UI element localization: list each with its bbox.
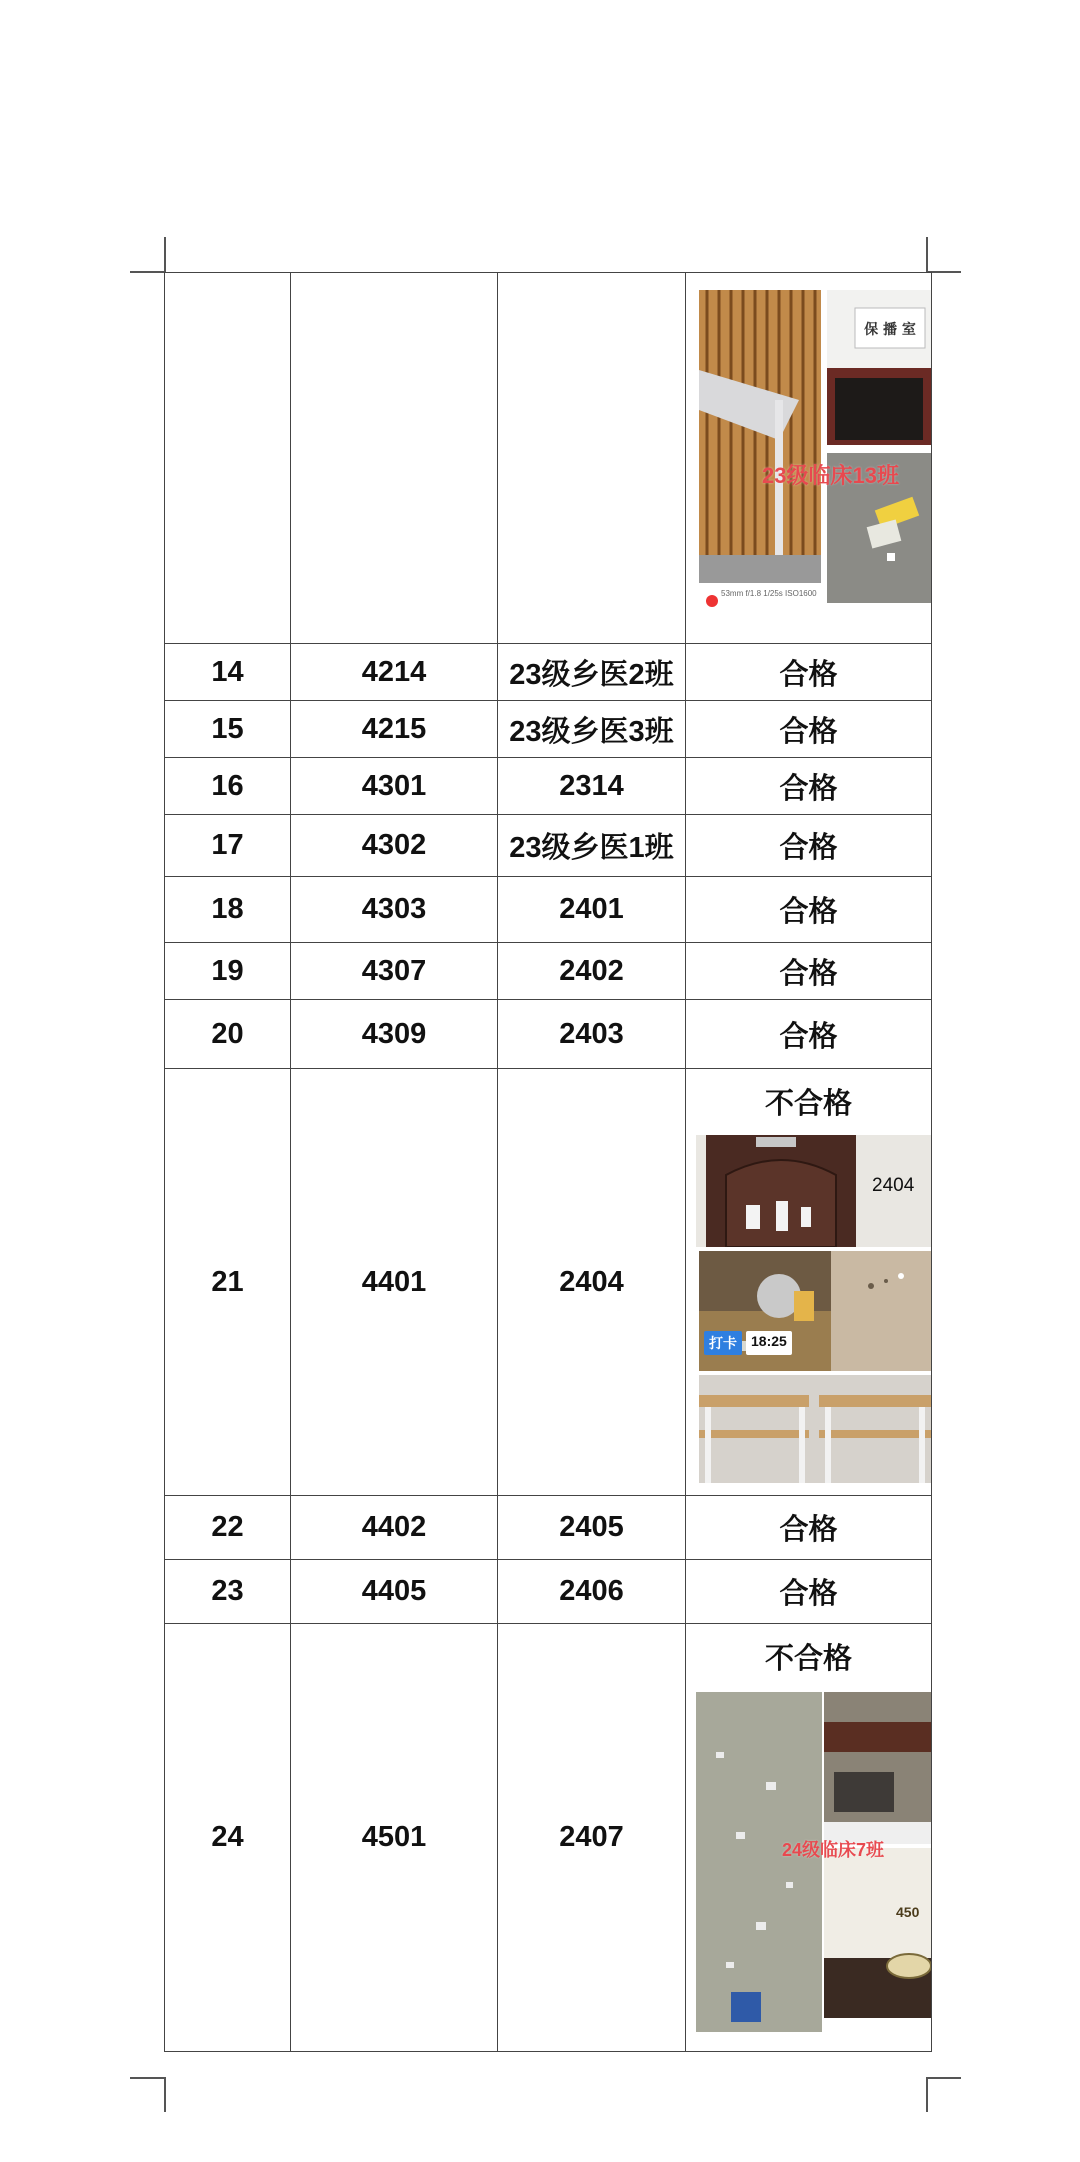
cell-room: 4401 [291, 1069, 498, 1496]
crop-mark-bottom-right-h [927, 2077, 961, 2079]
cell-result: 合格 [686, 877, 932, 943]
table-row [165, 644, 932, 701]
table-row [165, 877, 932, 943]
cell-no: 16 [165, 758, 291, 815]
cell-class: 23级乡医2班 [498, 644, 686, 701]
cell-result: 合格 [686, 943, 932, 1000]
table-row-continued [165, 273, 932, 644]
cell-empty [498, 273, 686, 644]
cell-room: 4301 [291, 758, 498, 815]
checkin-badge [704, 1331, 792, 1355]
crop-mark-top-left-v [164, 237, 166, 272]
photo-meta-text: 53mm f/1.8 1/25s ISO1600 [721, 589, 817, 598]
table-row [165, 1560, 932, 1624]
cell-class: 2407 [498, 1624, 686, 2052]
cell-room: 4307 [291, 943, 498, 1000]
cell-room: 4302 [291, 815, 498, 877]
checkin-badge-time: 18:25 [746, 1331, 792, 1355]
cell-no: 24 [165, 1624, 291, 2052]
photo-dirty-floor [696, 1692, 822, 2032]
checkin-badge-label: 打卡 [704, 1331, 742, 1355]
crop-mark-top-right-v [926, 237, 928, 272]
cell-empty [291, 273, 498, 644]
photo-desk-surface [831, 1251, 931, 1371]
table-row [165, 943, 932, 1000]
cell-no: 15 [165, 701, 291, 758]
cell-room: 4309 [291, 1000, 498, 1069]
cell-room: 4405 [291, 1560, 498, 1624]
photo-room-sign [827, 290, 931, 445]
cell-result-with-photos [686, 1069, 932, 1496]
photo-caption: 24级临床7班 [782, 1840, 885, 1860]
crop-mark-top-right-h [927, 271, 961, 273]
table-row [165, 1624, 932, 2052]
cell-class: 2402 [498, 943, 686, 1000]
table-row [165, 1496, 932, 1560]
table-row [165, 815, 932, 877]
cell-room: 4303 [291, 877, 498, 943]
cell-result: 合格 [686, 1000, 932, 1069]
camera-logo-icon [706, 595, 718, 607]
cell-result: 合格 [686, 1560, 932, 1624]
crop-mark-bottom-left-v [164, 2077, 166, 2112]
cell-empty [165, 273, 291, 644]
inspection-table [164, 272, 932, 2052]
cell-result: 合格 [686, 701, 932, 758]
cell-class: 2406 [498, 1560, 686, 1624]
cell-no: 17 [165, 815, 291, 877]
photo-room-label: 2404 [872, 1175, 915, 1196]
photo-room-plate [824, 1848, 931, 2038]
cell-result-with-photos [686, 1624, 932, 2052]
photo-classroom-seats [824, 1692, 931, 1844]
table-row [165, 1069, 932, 1496]
cell-result: 合格 [686, 815, 932, 877]
room-plate-number: 450 [896, 1904, 920, 1920]
cell-class: 23级乡医3班 [498, 701, 686, 758]
cell-class: 23级乡医1班 [498, 815, 686, 877]
cell-no: 23 [165, 1560, 291, 1624]
result-label: 不合格 [764, 1643, 852, 1675]
cell-result: 合格 [686, 1496, 932, 1560]
table-row [165, 701, 932, 758]
crop-mark-top-left-h [130, 271, 164, 273]
cell-no: 19 [165, 943, 291, 1000]
cell-room: 4501 [291, 1624, 498, 2052]
cell-result: 合格 [686, 758, 932, 815]
table-row [165, 1000, 932, 1069]
cell-no: 22 [165, 1496, 291, 1560]
cell-class: 2314 [498, 758, 686, 815]
svg-text:保 播 室: 保 播 室 [864, 322, 916, 338]
crop-mark-bottom-left-h [130, 2077, 164, 2079]
photo-caption: 23级临床13班 [762, 463, 899, 488]
photo-wood-wall [699, 290, 821, 583]
table-row [165, 758, 932, 815]
cell-class: 2404 [498, 1069, 686, 1496]
cell-no: 20 [165, 1000, 291, 1069]
result-label: 不合格 [764, 1088, 852, 1120]
cell-no: 14 [165, 644, 291, 701]
cell-room: 4215 [291, 701, 498, 758]
cell-room: 4214 [291, 644, 498, 701]
cell-room: 4402 [291, 1496, 498, 1560]
cell-class: 2405 [498, 1496, 686, 1560]
photo-collage-cell [686, 273, 932, 644]
cell-class: 2401 [498, 877, 686, 943]
photo-desks [699, 1375, 931, 1483]
crop-mark-bottom-right-v [926, 2077, 928, 2112]
cell-no: 21 [165, 1069, 291, 1496]
cell-result: 合格 [686, 644, 932, 701]
cell-no: 18 [165, 877, 291, 943]
cell-class: 2403 [498, 1000, 686, 1069]
